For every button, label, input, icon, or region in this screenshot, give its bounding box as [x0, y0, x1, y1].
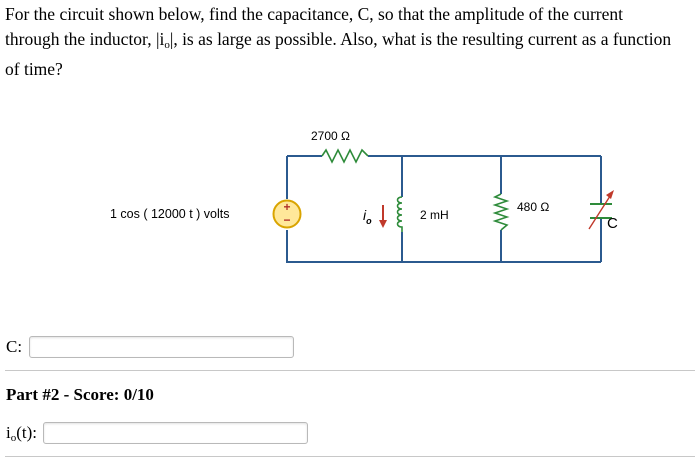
current-label [363, 207, 372, 226]
inductor-label: 2 mH [420, 208, 449, 222]
part2-title: Part #2 - Score: 0/10 [6, 385, 154, 404]
question-line-2-a: through the inductor, |i [5, 28, 165, 49]
current-label-i: i [363, 207, 367, 223]
capacitance-input[interactable] [29, 336, 294, 358]
current-field-label-end: (t): [16, 422, 38, 442]
current-field-label-sub: o [10, 431, 17, 444]
current-field-label [6, 423, 37, 444]
capacitance-label: C: [6, 337, 23, 356]
question-line-2-b: |, is as large as possible. Also, what is the resulting current as a function [169, 28, 672, 49]
r2-resistor [495, 194, 507, 230]
source-minus: − [283, 213, 291, 227]
capacitor-label: C [607, 215, 618, 232]
source-label: 1 cos ( 12000 t ) volts [110, 207, 230, 221]
r1-resistor [322, 150, 368, 162]
inductor [398, 197, 403, 232]
r2-label: 480 Ω [517, 200, 550, 214]
question-line-2-sub: o [164, 38, 170, 51]
divider-1 [5, 370, 695, 371]
current-label-sub: o [366, 216, 372, 226]
current-row [6, 422, 308, 444]
source-plus: + [283, 200, 291, 214]
r1-label: 2700 Ω [311, 129, 350, 143]
current-function-input[interactable] [43, 422, 308, 444]
current-field-label-i: i [6, 422, 11, 442]
variable-arrow-icon [606, 190, 614, 199]
current-arrow-icon [379, 220, 387, 228]
question-line-3: of time? [5, 59, 63, 79]
wire-left-bottom [287, 230, 601, 262]
divider-2 [5, 456, 695, 457]
question-line-1: For the circuit shown below, find the capacitance, C, so that the amplitude of the current [5, 4, 623, 24]
capacitance-row [6, 336, 294, 358]
